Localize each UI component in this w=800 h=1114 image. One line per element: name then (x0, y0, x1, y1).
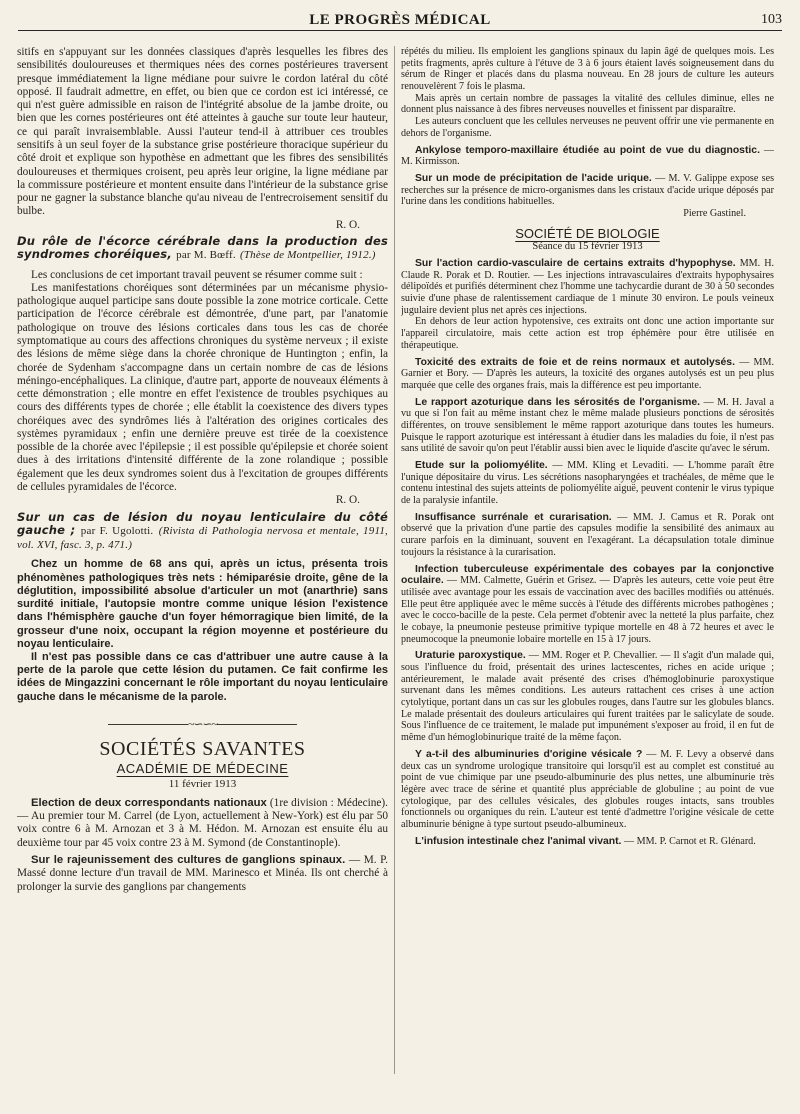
paragraph: Mais après un certain nombre de passages la vitalité des cellules diminue, elles ne donnent plus naissance à des fibres nerveuses nouvelles et finissent par disparaître. (401, 92, 774, 116)
rule-line (217, 724, 297, 725)
society-name: SOCIÉTÉ DE BIOLOGIE (515, 225, 660, 241)
entry-title: L'infusion intestinale chez l'animal vivant. (415, 835, 622, 847)
proceeding-entry (401, 460, 774, 507)
entry-title: Y a-t-il des albuminuries d'origine vésicale ? (415, 748, 643, 760)
review-heading (17, 235, 388, 263)
review-author: par M. Bœff. (176, 249, 236, 262)
entry-title: Etude sur la poliomyélite. (415, 460, 548, 471)
paragraph (17, 282, 388, 508)
society-name: ACADÉMIE DE MÉDECINE (116, 761, 289, 777)
proceeding-entry (401, 397, 774, 455)
entry-title: Insuffisance surrénale et curarisation. (415, 511, 612, 523)
section-title: SOCIÉTÉS SAVANTES (99, 738, 306, 760)
proceeding-entry (17, 854, 388, 894)
reviewer-signature: R. O. (335, 494, 360, 507)
paragraph: Les conclusions de cet important travail peuvent se résumer comme suit : (31, 268, 363, 281)
society-heading (401, 225, 774, 241)
entry-title: Ankylose temporo-maxillaire étudiée au point de vue du diagnostic. (415, 144, 760, 156)
entry-text: — M. F. Levy a observé dans deux cas un syndrome urologique transitoire qui lorsqu'il est au complet est constitué au point de vue chimique par une pseudo-albuminurie des plus nettes, une albuminurie très légère avec trace de sérine et quantité plus appréciable de globuline ; au point de vue cytologique, par des cellules vésicales, des globules rouges intacts, sans troubles fonctionnels ou organiques du rein. L'auteur est tenté d'admettre l'origine vésicale de cette albuminurie bénigne à type surtout pseudo-albumineux. (401, 748, 774, 830)
running-header (18, 11, 782, 31)
paragraph: Les auteurs concluent que les cellules nerveuses ne peuvent offrir une vie permanente en dehors de l'organisme. (401, 116, 774, 139)
review-title: Sur un cas de lésion du noyau lenticulaire du côté gauche ; (17, 509, 388, 537)
entry-text: — MM. J. Camus et R. Porak ont observé que la privation d'une partie des capsules modifie la sensibilité des animaux au curare parfois en la diminuant, souvent en l'exagérant. La décapsulation totale diminue toujours la résistance à la curarisation. (401, 511, 774, 558)
entry-text: — M. Kirmisson. (401, 144, 774, 168)
proceeding-entry (401, 564, 774, 646)
entry-title: Toxicité des extraits de foie et de reins normaux et autolysés. (415, 356, 735, 368)
review-title: Du rôle de l'écorce cérébrale dans la production des syndromes choréiques, (17, 233, 388, 262)
entry-title: Election de deux correspondants nationaux (31, 796, 267, 809)
column-divider (394, 46, 395, 1074)
entry-text: — MM. Garnier et Bory. — D'après les auteurs, la toxicité des organes autolysés est un peu plus marquée que celle des organes frais, mais la différence est peu importante. (401, 356, 774, 391)
entry-title: Sur un mode de précipitation de l'acide urique. (415, 172, 652, 184)
entry-text: — M. P. Massé donne lecture d'un travail de MM. Marinesco et Minéa. Ils ont cherché à prolonger la survie des ganglions par changements (17, 853, 388, 893)
entry-title: Sur l'action cardio-vasculaire de certains extraits d'hypophyse. (415, 258, 736, 269)
review-heading (17, 511, 388, 553)
proceeding-entry (401, 145, 774, 168)
left-column (17, 46, 388, 1090)
proceeding-entry (401, 173, 774, 220)
proceeding-entry (401, 650, 774, 744)
entry-text: — MM. P. Carnot et R. Glénard. (623, 835, 756, 847)
review-author: par F. Ugolotti. (80, 524, 154, 537)
paragraph: répétés du milieu. Ils emploient les ganglions spinaux du lapin âgé de quelques mois. Les petits fragments, après culture à l'étuve de 3 à 6 jours étaient lavés soigneusement dans du sérum de Ringer et placés dans du plasma nouveau. En 28 jours de culture les auteurs renouvelèrent 7 fois le plasma. (401, 46, 774, 93)
proceeding-entry (401, 749, 774, 831)
paragraph-text: Les manifestations choréiques sont déterminées par un mécanisme physio-pathologique auquel participe sans doute possible la zone motrice corticale. Cette participation de l'écorce cérébrale est démontrée, d'une part, par l'anatomie pathologique on trouve des lésions corticales dans tous les cas de chorée symptomatique au cours des affections chroniques du système nerveux ; il existe des lésions de même siège dans la chorée chronique de Huntington ; enfin, la chorée de Sydenham s'accompagne dans un certain nombre de cas de lésions méningo-encéphaliques. La clinique, d'autre part, apporte de nouveaux éléments à cette démonstration ; elle montre en effet l'existence de troubles psychiques au cours des différents types de chorée ; elle établit la coexistence des divers types choréiques avec des syndrômes liés à l'altération des origines corticales des systèmes pyramidaux ; enfin une dernière preuve est tirée de la coexistence possible de la chorée avec l'épilepsie ; il est possible qu'épilepsie et chorée soient dues à des irritations d'intensité différente de la zone rolandique ; possible également que les deux syndromes soient dus à l'excitation de groupes différents de cellules pyramidales de l'écorce. (17, 281, 388, 494)
right-column (401, 46, 774, 1090)
entry-text: — MM. Calmette, Guérin et Grisez. — D'après les auteurs, cette voie peut être utilisée avec avantage pour les essais de vaccination avec des bacilles modifiés ou atténués. Elle peut être appliquée avec le même succès à l'étude des différents microbes pathogènes ; avec le cocco-bacille de la peste. Cela permet d'obtenir avec la netteté la plus parfaite, chez le cobaye, la pneumonie pesteuse primitive typique mortelle en 48 à 72 heures et avec le pneumocoque la pneumonie lobaire mortelle en 15 à 17 jours. (401, 575, 774, 645)
session-date: 11 février 1913 (168, 777, 237, 790)
entry-title: Uraturie paroxystique. (415, 650, 526, 662)
entry-text: — MM. Roger et P. Chevallier. — Il s'agit d'un malade qui, sous l'influence du froid, présentait des urines lactescentes, riches en acide urique ; antérieurement, le malade avait présenté des crises d'hémoglobinurie paroxystique survenant dans les mêmes conditions. Les auteurs rattachent ces crises à une action cytolytique, portant dans un cas sur les globules rouges, dans l'autre sur les globules blancs. Le malade présentait des douleurs articulaires qui furent traitées par le salicylate de soude. Sous l'influence de ce traitement, le malade put impunément s'exposer au froid, il en fut de même d'un hémoglobinurique traité de la même façon. (401, 650, 774, 744)
entry-title: Infection tuberculeuse expérimentale des cobayes par la conjonctive oculaire. (401, 563, 774, 587)
proceeding-entry (17, 797, 388, 850)
entry-text: — MM. Kling et Levaditi. — L'homme paraît être l'unique dépositaire du virus. Les sécrétions nasopharyngées et trachéales, de même que le contenu intestinal des sujets atteints de poliomyélite aiguë, peuvent contenir le virus typique de la paralysie infantile. (401, 460, 774, 507)
ornament-separator (17, 718, 388, 731)
reviewer-signature: R. O. (335, 218, 360, 231)
paragraph: Il n'est pas possible dans ce cas d'attribuer une autre cause à la perte de la parole que cette lésion du putamen. Ce fait confirme les idées de Mingazzini concernant le rôle important du noyau lenticulaire gauche dans le mécanisme de la parole. (17, 650, 388, 703)
proceeding-entry (401, 512, 774, 559)
entry-title: Le rapport azoturique dans les sérosités de l'organisme. (415, 396, 701, 408)
entry-title: Sur le rajeunissement des cultures de ganglions spinaux. (31, 853, 346, 866)
paragraph (17, 46, 388, 232)
paragraph: Chez un homme de 68 ans qui, après un ictus, présenta trois phénomènes pathologiques très nets : hémiparésie droite, gêne de la déglutition, impossibilité absolue d'articuler un mot (anarthrie) sans surdité initiale, l'autopsie montre comme unique lésion l'existence dans l'hémisphère gauche d'un foyer hémorragique bien limité, de la grosseur d'une noix, occupant la région moyenne et postérieure du noyau lenticulaire. (17, 558, 388, 650)
society-heading (17, 762, 388, 775)
entry-text: (1re division : Médecine). — Au premier tour M. Carrel (de Lyon, actuellement à New-York) est élu par 50 voix contre 6 à M. Arnozan et 3 à M. Hédon. M. Arnozan est ensuite élu au deuxième tour par 45 voix contre 23 à M. Symond (de Constantinople). (17, 796, 388, 849)
proceeding-entry (401, 357, 774, 392)
proceeding-entry (401, 258, 774, 316)
rule-line (108, 724, 188, 725)
page-number: 103 (761, 12, 782, 27)
session-date: Séance du 15 février 1913 (532, 241, 643, 253)
entry-text: — M. H. Javal a vu que si l'on fait au même instant chez le même malade plusieurs ponctions de sérosités différentes, on trouve sensiblement le même rapport azoturique dans toutes les humeurs. Puisque le rapport azoturique est intéressant à étudier dans les maladies du foie, il n'est pas sans utilité de savoir qu'on peut l'établir aussi bien avec le liquide d'ascite qu'avec le sérum. (401, 396, 774, 455)
paragraph-text: sitifs en s'appuyant sur les données classiques d'après lesquelles les fibres des sensibilités douloureuses et thermiques nées des cornes postérieures traversent presque immédiatement la ligne médiane pour suivre le cordon latéral du côté opposé. Il faudrait admettre, en effet, ou bien que ce cordon est ici intéressé, ce qui n'est guère admissible en raison de l'intégrité absolue de la jambe droite, ou bien que les cornes postérieures ont été atteintes à gauche sur toute leur hauteur, ce qui paraît invraisemblable. Aussi l'auteur tend-il à attribuer ces troubles sensitifs à un seul foyer de la substance grise postérieure thoracique supérieur du côté droit et explique son hypothèse en admettant que les fibres des sensibilités douloureuses et thermiques croisent, peu après leur origine, la ligne médiane par la commissure postérieure et montent ensuite dans l'intérieur de la substance grise pour ne gagner la substance blanche qu'au niveau de l'entrecroisement sensitif du bulbe. (17, 46, 388, 218)
reporter-signature: Pierre Gastinel. (683, 207, 746, 219)
proceeding-entry (401, 836, 774, 848)
entry-text: MM. H. Claude R. Porak et D. Routier. — Les injections intravasculaires d'extraits hypophysaires délipoïdés et purifiés déterminent chez l'homme une tachycardie durant de 30 à 50 secondes suivie d'une phase de ralentissement cardiaque de 1 minute 30 environ. Le pouls veineux jugulaire devient plus net après ces injections. (401, 258, 774, 316)
journal-title: LE PROGRÈS MÉDICAL (309, 12, 491, 28)
review-source: (Thèse de Montpellier, 1912.) (240, 249, 376, 262)
paragraph: En dehors de leur action hypotensive, ces extraits ont donc une action importante sur l'appareil circulatoire, mais cette action est trop éphémère pour être utilisée en thérapeutique. (401, 316, 774, 351)
review-source: (Rivista di Pathologia nervosa et mentale, 1911, vol. XVI, fasc. 3, p. 471.) (17, 524, 388, 552)
entry-text: — M. V. Galippe expose ses recherches sur la présence de micro-organismes dans les cristaux d'acide urique déposés par l'urine dans les conditions habituelles. (401, 172, 774, 208)
ornament: ~∽∽~ (187, 716, 218, 731)
